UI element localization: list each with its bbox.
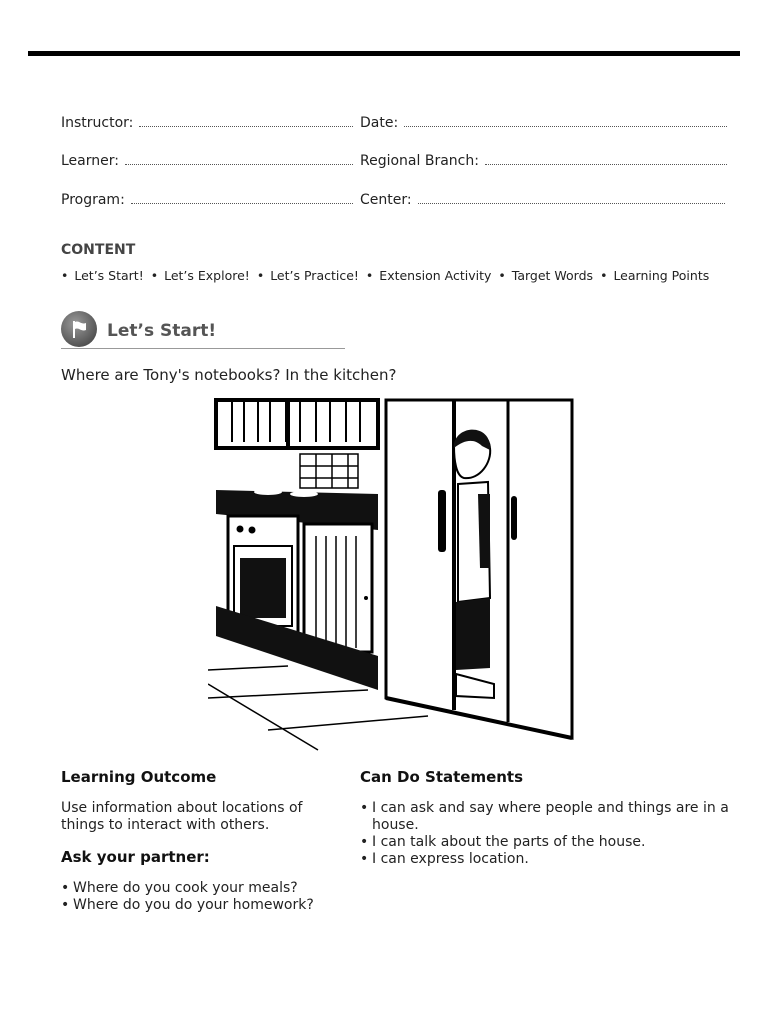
content-list [61, 268, 716, 283]
section-divider [61, 348, 345, 349]
content-item[interactable]: • Let’s Explore! [151, 268, 250, 283]
program-field[interactable] [61, 191, 353, 208]
date-field[interactable] [360, 114, 727, 131]
center-line[interactable] [418, 191, 725, 204]
top-rule [28, 51, 740, 56]
regional-branch-field[interactable] [360, 152, 727, 169]
section-title: Let’s Start! [107, 321, 217, 341]
content-item[interactable]: • Let’s Practice! [257, 268, 359, 283]
center-label: Center: [360, 192, 412, 208]
learning-outcome-text: Use information about locations of things to interact with others. [61, 800, 303, 833]
list-item: • I can ask and say where people and things are in a house. [360, 800, 732, 834]
instructor-line[interactable] [139, 114, 353, 127]
content-item[interactable]: • Target Words [498, 268, 593, 283]
ask-partner-heading: Ask your partner: [61, 848, 210, 866]
program-line[interactable] [131, 191, 353, 204]
list-item: • I can talk about the parts of the house. [360, 834, 732, 851]
date-line[interactable] [404, 114, 727, 127]
learner-line[interactable] [125, 152, 353, 165]
instructor-field[interactable] [61, 114, 353, 131]
instructor-label: Instructor: [61, 115, 134, 131]
regional-branch-line[interactable] [485, 152, 727, 165]
list-item: • Where do you cook your meals? [61, 880, 341, 897]
learner-label: Learner: [61, 153, 119, 169]
regional-branch-label: Regional Branch: [360, 153, 479, 169]
can-do-heading: Can Do Statements [360, 768, 524, 786]
list-item: • I can express location. [360, 851, 732, 868]
learning-outcome-heading: Learning Outcome [61, 768, 217, 786]
date-label: Date: [360, 115, 399, 131]
learner-field[interactable] [61, 152, 353, 169]
list-item: • Where do you do your homework? [61, 897, 341, 914]
flag-icon [68, 318, 90, 340]
center-field[interactable] [360, 191, 725, 208]
can-do-list [360, 800, 732, 868]
content-item[interactable]: • Let’s Start! [61, 268, 144, 283]
program-label: Program: [61, 192, 125, 208]
content-heading: CONTENT [61, 242, 136, 258]
ask-partner-list [61, 880, 341, 914]
content-item[interactable]: • Extension Activity [366, 268, 491, 283]
content-item[interactable]: • Learning Points [600, 268, 709, 283]
section-badge [61, 311, 97, 347]
question-text: Where are Tony's notebooks? In the kitchen? [61, 366, 397, 384]
kitchen-illustration [208, 398, 580, 754]
